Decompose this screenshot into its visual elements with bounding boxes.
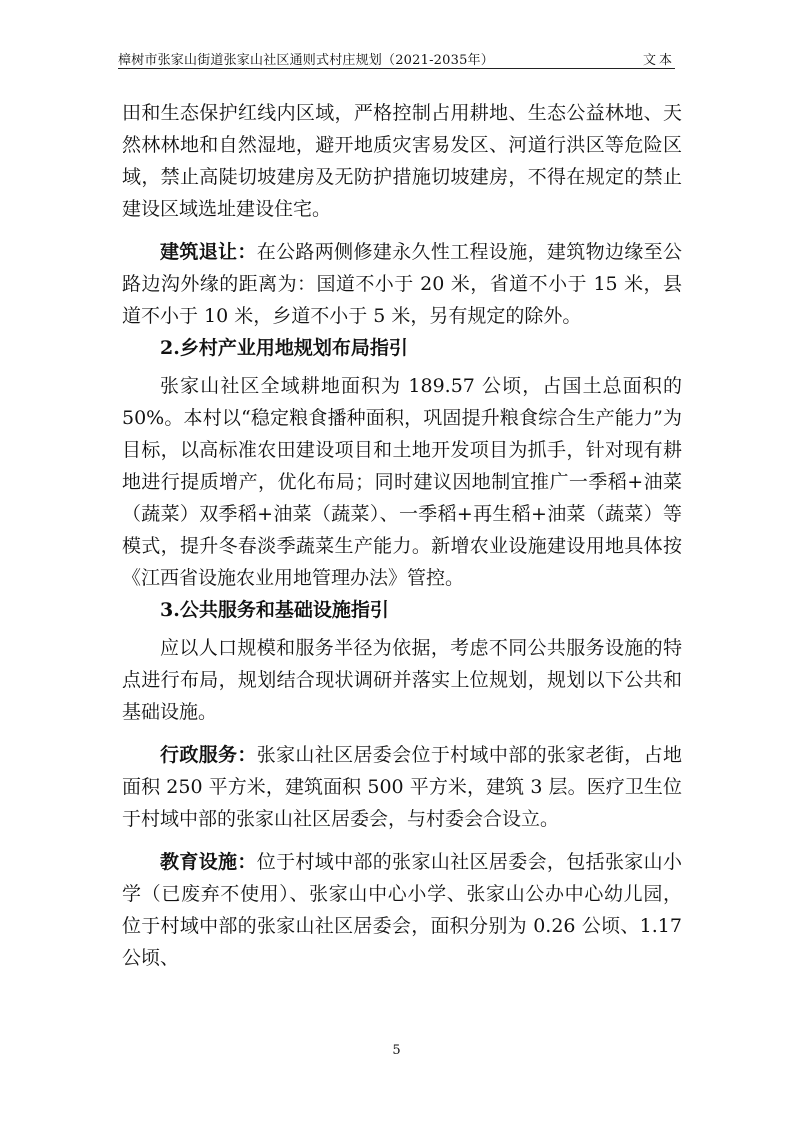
education-facilities-text: 位于村域中部的张家山社区居委会，包括张家山小学（已废弃不使用）、张家山中心小学、张家山公办中心幼儿园，位于村域中部的张家山社区居委会，面积分别为 0.26 公顷、1.17 公顷、 (122, 851, 682, 969)
page-header (118, 46, 675, 69)
building-setback-label: 建筑退让： (160, 241, 257, 263)
paragraph-land-protection: 田和生态保护红线内区域，严格控制占用耕地、生态公益林地、天然林林地和自然湿地，避开地质灾害易发区、河道行洪区等危险区域，禁止高陡切坡建房及无防护措施切坡建房，不得在规定的禁止建设区域选址建设住宅。 (122, 102, 682, 220)
education-facilities-label: 教育设施： (160, 851, 257, 873)
paragraph-administrative-services (122, 739, 682, 835)
heading-public-services: 3.公共服务和基础设施指引 (160, 599, 389, 621)
page-number: 5 (392, 1043, 401, 1058)
administrative-services-text: 张家山社区居委会位于村域中部的张家老街，占地面积 250 平方米，建筑面积 500 平方米，建筑 3 层。医疗卫生位于村域中部的张家山社区居委会，与村委会合设立。 (122, 744, 682, 830)
building-setback-text: 在公路两侧修建永久性工程设施，建筑物边缘至公路边沟外缘的距离为：国道不小于 20 米，省道不小于 15 米，县道不小于 10 米，乡道不小于 5 米，另有规定的除外。 (122, 241, 682, 327)
document-body (122, 97, 682, 974)
heading-industry-land: 2.乡村产业用地规划布局指引 (160, 337, 408, 359)
paragraph-building-setback (122, 236, 682, 332)
header-section-label: 文本 (642, 53, 675, 68)
paragraph-layout-basis: 应以人口规模和服务半径为依据，考虑不同公共服务设施的特点进行布局，规划结合现状调研并落实上位规划，规划以下公共和基础设施。 (122, 637, 682, 723)
administrative-services-label: 行政服务： (160, 744, 257, 766)
paragraph-farmland: 张家山社区全域耕地面积为 189.57 公顷，占国土总面积的 50%。本村以“稳定粮食播种面积，巩固提升粮食综合生产能力”为目标，以高标准农田建设项目和土地开发项目为抓手，针对现有耕地进行提质增产，优化布局；同时建议因地制宜推广一季稻+油菜（蔬菜）双季稻+油菜（蔬菜）、一季稻+再生稻+油菜（蔬菜）等模式，提升冬春淡季蔬菜生产能力。新增农业设施建设用地具体按《江西省设施农业用地管理办法》管控。 (122, 375, 682, 589)
paragraph-education-facilities (122, 846, 682, 974)
header-title: 樟树市张家山街道张家山社区通则式村庄规划（2021-2035年） (118, 53, 494, 68)
